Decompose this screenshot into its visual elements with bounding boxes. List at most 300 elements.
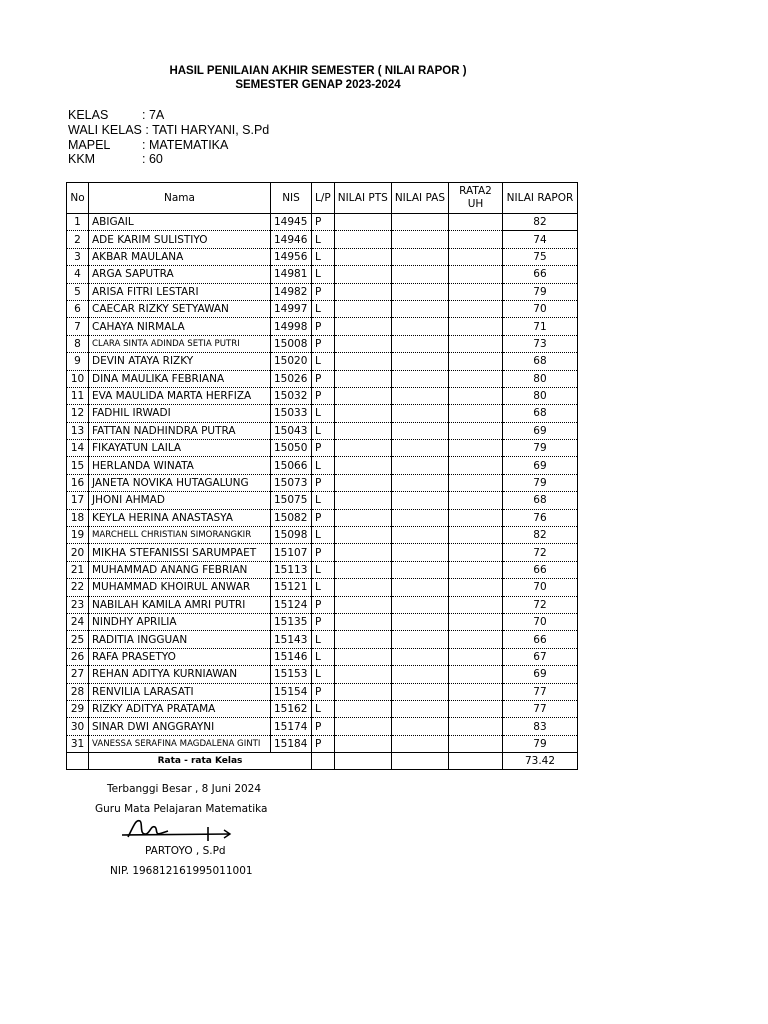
cell-rata2-uh xyxy=(448,318,502,335)
cell-nilai-pas xyxy=(391,335,448,352)
cell-nilai-pas xyxy=(391,509,448,526)
cell-nilai-rapor: 79 xyxy=(502,440,577,457)
cell-nis: 15073 xyxy=(271,474,312,491)
cell-no: 6 xyxy=(67,300,89,317)
cell-nilai-pas xyxy=(391,457,448,474)
cell-no: 16 xyxy=(67,474,89,491)
info-kelas xyxy=(68,108,164,123)
cell-no: 4 xyxy=(67,266,89,283)
cell-lp: P xyxy=(312,283,335,300)
cell-nilai-rapor: 68 xyxy=(502,353,577,370)
cell-nama: ARGA SAPUTRA xyxy=(89,266,271,283)
cell-lp: L xyxy=(312,300,335,317)
cell-nama: CAHAYA NIRMALA xyxy=(89,318,271,335)
cell-lp: P xyxy=(312,509,335,526)
cell-nis: 15154 xyxy=(271,683,312,700)
table-row xyxy=(67,509,578,526)
cell-nilai-pas xyxy=(391,283,448,300)
cell-no: 5 xyxy=(67,283,89,300)
cell-lp: P xyxy=(312,735,335,752)
cell-rata2-uh xyxy=(448,266,502,283)
table-row xyxy=(67,248,578,265)
cell-nis: 15033 xyxy=(271,405,312,422)
cell-nilai-pas xyxy=(391,683,448,700)
table-row xyxy=(67,683,578,700)
cell-nilai-pas xyxy=(391,648,448,665)
cell-nis: 15008 xyxy=(271,335,312,352)
cell-rata2-uh xyxy=(448,248,502,265)
cell-lp: L xyxy=(312,700,335,717)
cell-nilai-pts xyxy=(334,266,391,283)
cell-nilai-pts xyxy=(334,335,391,352)
cell-rata2-uh xyxy=(448,457,502,474)
class-average-label: Rata - rata Kelas xyxy=(89,753,312,770)
cell-lp: L xyxy=(312,266,335,283)
table-row xyxy=(67,440,578,457)
table-row xyxy=(67,527,578,544)
header-uh-label: UH xyxy=(467,198,484,210)
cell-nilai-pas xyxy=(391,231,448,248)
cell-no: 10 xyxy=(67,370,89,387)
cell-rata2-uh xyxy=(448,666,502,683)
cell-nilai-pts xyxy=(334,596,391,613)
cell-nilai-pts xyxy=(334,422,391,439)
info-wali-value: : TATI HARYANI, S.Pd xyxy=(145,123,270,137)
cell-nilai-rapor: 68 xyxy=(502,405,577,422)
cell-lp: P xyxy=(312,318,335,335)
cell-nis: 15050 xyxy=(271,440,312,457)
cell-nis: 15153 xyxy=(271,666,312,683)
cell-nilai-rapor: 66 xyxy=(502,266,577,283)
cell-nilai-pas xyxy=(391,248,448,265)
cell-nilai-rapor: 72 xyxy=(502,596,577,613)
cell-nilai-pts xyxy=(334,579,391,596)
table-row xyxy=(67,353,578,370)
cell-no: 1 xyxy=(67,214,89,231)
table-row xyxy=(67,474,578,491)
cell-nilai-pts xyxy=(334,631,391,648)
table-row xyxy=(67,318,578,335)
cell-rata2-uh xyxy=(448,596,502,613)
cell-no: 7 xyxy=(67,318,89,335)
cell-nilai-rapor: 80 xyxy=(502,370,577,387)
signature-role: Guru Mata Pelajaran Matematika xyxy=(95,803,268,815)
table-row xyxy=(67,300,578,317)
cell-nilai-pas xyxy=(391,318,448,335)
cell-nama: NINDHY APRILIA xyxy=(89,613,271,630)
cell-nama: RADITIA INGGUAN xyxy=(89,631,271,648)
cell-nis: 15075 xyxy=(271,492,312,509)
table-row xyxy=(67,700,578,717)
cell-nis: 14997 xyxy=(271,300,312,317)
cell-lp: P xyxy=(312,440,335,457)
cell-nilai-rapor: 66 xyxy=(502,561,577,578)
cell-nilai-pts xyxy=(334,718,391,735)
cell-nilai-rapor: 80 xyxy=(502,387,577,404)
cell-lp: L xyxy=(312,579,335,596)
cell-nis: 15026 xyxy=(271,370,312,387)
table-row xyxy=(67,596,578,613)
cell-nilai-pas xyxy=(391,718,448,735)
cell-rata2-uh xyxy=(448,335,502,352)
cell-lp: P xyxy=(312,683,335,700)
cell-no: 23 xyxy=(67,596,89,613)
cell-lp: P xyxy=(312,544,335,561)
cell-no: 13 xyxy=(67,422,89,439)
cell-rata2-uh xyxy=(448,735,502,752)
info-kkm xyxy=(68,152,163,167)
avg-spacer-no xyxy=(67,753,89,770)
cell-no: 8 xyxy=(67,335,89,352)
header-rata2-uh xyxy=(448,183,502,214)
cell-nama: CAECAR RIZKY SETYAWAN xyxy=(89,300,271,317)
cell-nilai-pts xyxy=(334,283,391,300)
cell-no: 22 xyxy=(67,579,89,596)
table-row xyxy=(67,335,578,352)
cell-nis: 15113 xyxy=(271,561,312,578)
cell-no: 14 xyxy=(67,440,89,457)
cell-nilai-pts xyxy=(334,544,391,561)
cell-nilai-pas xyxy=(391,700,448,717)
cell-nilai-rapor: 79 xyxy=(502,735,577,752)
cell-nilai-rapor: 79 xyxy=(502,474,577,491)
cell-no: 18 xyxy=(67,509,89,526)
cell-nilai-pas xyxy=(391,492,448,509)
header-nama: Nama xyxy=(89,183,271,214)
cell-nilai-rapor: 70 xyxy=(502,613,577,630)
cell-nama: DINA MAULIKA FEBRIANA xyxy=(89,370,271,387)
cell-no: 27 xyxy=(67,666,89,683)
cell-lp: L xyxy=(312,422,335,439)
cell-nilai-rapor: 68 xyxy=(502,492,577,509)
cell-rata2-uh xyxy=(448,613,502,630)
cell-nilai-pas xyxy=(391,474,448,491)
cell-nilai-pas xyxy=(391,527,448,544)
cell-rata2-uh xyxy=(448,492,502,509)
cell-lp: L xyxy=(312,457,335,474)
cell-nilai-pts xyxy=(334,405,391,422)
cell-rata2-uh xyxy=(448,440,502,457)
cell-rata2-uh xyxy=(448,683,502,700)
table-row xyxy=(67,648,578,665)
cell-nis: 15020 xyxy=(271,353,312,370)
cell-nilai-pts xyxy=(334,370,391,387)
cell-no: 2 xyxy=(67,231,89,248)
cell-lp: L xyxy=(312,405,335,422)
cell-nis: 15135 xyxy=(271,613,312,630)
table-row xyxy=(67,666,578,683)
cell-nilai-rapor: 83 xyxy=(502,718,577,735)
cell-lp: P xyxy=(312,596,335,613)
cell-nilai-rapor: 72 xyxy=(502,544,577,561)
cell-nis: 15174 xyxy=(271,718,312,735)
cell-no: 15 xyxy=(67,457,89,474)
info-wali-kelas xyxy=(68,123,269,138)
cell-nilai-pts xyxy=(334,648,391,665)
cell-nilai-rapor: 69 xyxy=(502,422,577,439)
table-row xyxy=(67,631,578,648)
cell-rata2-uh xyxy=(448,387,502,404)
cell-lp: L xyxy=(312,527,335,544)
cell-nilai-pas xyxy=(391,735,448,752)
cell-nilai-pas xyxy=(391,631,448,648)
cell-rata2-uh xyxy=(448,370,502,387)
cell-no: 3 xyxy=(67,248,89,265)
cell-nilai-pts xyxy=(334,492,391,509)
info-mapel xyxy=(68,138,228,153)
cell-nilai-rapor: 70 xyxy=(502,300,577,317)
cell-nilai-rapor: 74 xyxy=(502,231,577,248)
cell-no: 26 xyxy=(67,648,89,665)
avg-spacer-pts xyxy=(334,753,391,770)
cell-nilai-pts xyxy=(334,700,391,717)
table-row xyxy=(67,718,578,735)
cell-no: 25 xyxy=(67,631,89,648)
cell-rata2-uh xyxy=(448,700,502,717)
cell-nilai-pas xyxy=(391,422,448,439)
cell-nama: MUHAMMAD KHOIRUL ANWAR xyxy=(89,579,271,596)
cell-nis: 15143 xyxy=(271,631,312,648)
cell-nama: KEYLA HERINA ANASTASYA xyxy=(89,509,271,526)
cell-nilai-pts xyxy=(334,387,391,404)
cell-no: 31 xyxy=(67,735,89,752)
cell-nilai-pts xyxy=(334,300,391,317)
cell-lp: P xyxy=(312,474,335,491)
cell-nis: 14945 xyxy=(271,214,312,231)
cell-rata2-uh xyxy=(448,718,502,735)
cell-nama: FADHIL IRWADI xyxy=(89,405,271,422)
cell-no: 21 xyxy=(67,561,89,578)
cell-no: 19 xyxy=(67,527,89,544)
cell-rata2-uh xyxy=(448,300,502,317)
cell-no: 30 xyxy=(67,718,89,735)
cell-lp: P xyxy=(312,718,335,735)
cell-nilai-pas xyxy=(391,613,448,630)
cell-nilai-pas xyxy=(391,440,448,457)
cell-nama: ARISA FITRI LESTARI xyxy=(89,283,271,300)
cell-nilai-pts xyxy=(334,527,391,544)
document-title: HASIL PENILAIAN AKHIR SEMESTER ( NILAI RAPOR ) xyxy=(169,65,467,77)
cell-nama: NABILAH KAMILA AMRI PUTRI xyxy=(89,596,271,613)
grades-body xyxy=(67,214,578,753)
table-row xyxy=(67,613,578,630)
info-kelas-label: KELAS xyxy=(68,108,109,122)
cell-nilai-rapor: 82 xyxy=(502,527,577,544)
info-kkm-value: : 60 xyxy=(142,152,163,166)
cell-lp: L xyxy=(312,631,335,648)
class-average-row xyxy=(67,753,578,770)
cell-nilai-rapor: 73 xyxy=(502,335,577,352)
cell-nis: 15184 xyxy=(271,735,312,752)
cell-lp: P xyxy=(312,387,335,404)
grades-table xyxy=(66,182,578,770)
cell-nilai-pts xyxy=(334,474,391,491)
cell-nama: EVA MAULIDA MARTA HERFIZA xyxy=(89,387,271,404)
table-row xyxy=(67,422,578,439)
signature-nip: NIP. 196812161995011001 xyxy=(110,865,253,877)
cell-nama: SINAR DWI ANGGRAYNI xyxy=(89,718,271,735)
cell-lp: L xyxy=(312,648,335,665)
cell-nis: 14981 xyxy=(271,266,312,283)
cell-nilai-rapor: 77 xyxy=(502,683,577,700)
avg-spacer-pas xyxy=(391,753,448,770)
cell-nama: MUHAMMAD ANANG FEBRIAN xyxy=(89,561,271,578)
cell-nis: 15066 xyxy=(271,457,312,474)
cell-nilai-rapor: 76 xyxy=(502,509,577,526)
cell-nilai-pas xyxy=(391,266,448,283)
cell-lp: L xyxy=(312,561,335,578)
info-mapel-label: MAPEL xyxy=(68,138,111,152)
cell-nis: 14956 xyxy=(271,248,312,265)
cell-nama: JANETA NOVIKA HUTAGALUNG xyxy=(89,474,271,491)
cell-nilai-pts xyxy=(334,735,391,752)
cell-nis: 15043 xyxy=(271,422,312,439)
cell-nama: REHAN ADITYA KURNIAWAN xyxy=(89,666,271,683)
cell-nilai-pts xyxy=(334,509,391,526)
cell-nilai-pts xyxy=(334,613,391,630)
cell-nama: FATTAN NADHINDRA PUTRA xyxy=(89,422,271,439)
cell-rata2-uh xyxy=(448,474,502,491)
class-average-value: 73.42 xyxy=(502,753,577,770)
cell-nilai-rapor: 67 xyxy=(502,648,577,665)
info-kelas-value: : 7A xyxy=(142,108,165,122)
cell-nilai-pas xyxy=(391,596,448,613)
cell-nilai-pts xyxy=(334,353,391,370)
cell-nilai-pas xyxy=(391,579,448,596)
cell-nilai-pts xyxy=(334,440,391,457)
header-nilai-pas: NILAI PAS xyxy=(391,183,448,214)
cell-nama: RIZKY ADITYA PRATAMA xyxy=(89,700,271,717)
cell-nilai-rapor: 69 xyxy=(502,457,577,474)
avg-spacer-uh xyxy=(448,753,502,770)
cell-rata2-uh xyxy=(448,631,502,648)
cell-lp: L xyxy=(312,248,335,265)
cell-nama: MARCHELL CHRISTIAN SIMORANGKIR xyxy=(89,527,271,544)
cell-no: 29 xyxy=(67,700,89,717)
cell-nilai-pas xyxy=(391,666,448,683)
cell-nilai-pas xyxy=(391,300,448,317)
cell-nilai-rapor: 75 xyxy=(502,248,577,265)
cell-lp: L xyxy=(312,666,335,683)
cell-rata2-uh xyxy=(448,405,502,422)
header-no: No xyxy=(67,183,89,214)
cell-lp: L xyxy=(312,353,335,370)
cell-rata2-uh xyxy=(448,422,502,439)
cell-nilai-rapor: 71 xyxy=(502,318,577,335)
cell-lp: L xyxy=(312,231,335,248)
table-row xyxy=(67,370,578,387)
cell-nilai-pts xyxy=(334,561,391,578)
cell-nilai-pas xyxy=(391,370,448,387)
table-row xyxy=(67,492,578,509)
cell-nilai-pts xyxy=(334,214,391,231)
cell-nilai-pts xyxy=(334,318,391,335)
cell-rata2-uh xyxy=(448,214,502,231)
cell-nis: 15082 xyxy=(271,509,312,526)
cell-nilai-pas xyxy=(391,544,448,561)
cell-nis: 15121 xyxy=(271,579,312,596)
cell-nama: RENVILIA LARASATI xyxy=(89,683,271,700)
cell-nama: MIKHA STEFANISSI SARUMPAET xyxy=(89,544,271,561)
table-header-row xyxy=(67,183,578,214)
cell-rata2-uh xyxy=(448,648,502,665)
header-nilai-rapor: NILAI RAPOR xyxy=(502,183,577,214)
cell-no: 11 xyxy=(67,387,89,404)
table-row xyxy=(67,561,578,578)
cell-nilai-pas xyxy=(391,405,448,422)
cell-rata2-uh xyxy=(448,544,502,561)
table-row xyxy=(67,544,578,561)
cell-no: 24 xyxy=(67,613,89,630)
cell-nilai-pts xyxy=(334,248,391,265)
cell-nama: ADE KARIM SULISTIYO xyxy=(89,231,271,248)
table-row xyxy=(67,579,578,596)
cell-nis: 15124 xyxy=(271,596,312,613)
cell-nilai-pas xyxy=(391,387,448,404)
table-row xyxy=(67,387,578,404)
cell-nilai-pts xyxy=(334,683,391,700)
cell-nilai-pts xyxy=(334,231,391,248)
cell-rata2-uh xyxy=(448,283,502,300)
info-mapel-value: : MATEMATIKA xyxy=(142,138,229,152)
cell-nis: 14998 xyxy=(271,318,312,335)
cell-rata2-uh xyxy=(448,527,502,544)
cell-no: 20 xyxy=(67,544,89,561)
header-nilai-pts: NILAI PTS xyxy=(334,183,391,214)
cell-lp: P xyxy=(312,335,335,352)
cell-lp: P xyxy=(312,370,335,387)
cell-rata2-uh xyxy=(448,353,502,370)
cell-nilai-rapor: 77 xyxy=(502,700,577,717)
cell-nis: 15098 xyxy=(271,527,312,544)
cell-nilai-pts xyxy=(334,457,391,474)
cell-nilai-pas xyxy=(391,214,448,231)
table-row xyxy=(67,266,578,283)
cell-rata2-uh xyxy=(448,579,502,596)
table-row xyxy=(67,735,578,752)
cell-nilai-pas xyxy=(391,353,448,370)
cell-no: 9 xyxy=(67,353,89,370)
cell-lp: P xyxy=(312,613,335,630)
handwritten-signature xyxy=(120,815,232,845)
cell-nis: 15146 xyxy=(271,648,312,665)
signature-name: PARTOYO , S.Pd xyxy=(145,845,226,857)
cell-nilai-rapor: 82 xyxy=(502,214,577,231)
cell-nama: DEVIN ATAYA RIZKY xyxy=(89,353,271,370)
cell-nilai-pts xyxy=(334,666,391,683)
cell-nama: VANESSA SERAFINA MAGDALENA GINTI xyxy=(89,735,271,752)
table-row xyxy=(67,405,578,422)
table-row xyxy=(67,457,578,474)
header-rata2-label: RATA2 xyxy=(459,185,492,197)
cell-no: 12 xyxy=(67,405,89,422)
table-row xyxy=(67,283,578,300)
cell-nama: FIKAYATUN LAILA xyxy=(89,440,271,457)
cell-nis: 15162 xyxy=(271,700,312,717)
info-kkm-label: KKM xyxy=(68,152,96,166)
cell-nama: JHONI AHMAD xyxy=(89,492,271,509)
cell-nis: 15032 xyxy=(271,387,312,404)
cell-nama: HERLANDA WINATA xyxy=(89,457,271,474)
cell-lp: P xyxy=(312,214,335,231)
cell-nis: 14946 xyxy=(271,231,312,248)
cell-nilai-rapor: 79 xyxy=(502,283,577,300)
cell-lp: L xyxy=(312,492,335,509)
cell-nama: CLARA SINTA ADINDA SETIA PUTRI xyxy=(89,335,271,352)
info-wali-label: WALI KELAS xyxy=(68,123,142,137)
cell-no: 17 xyxy=(67,492,89,509)
header-lp: L/P xyxy=(312,183,335,214)
